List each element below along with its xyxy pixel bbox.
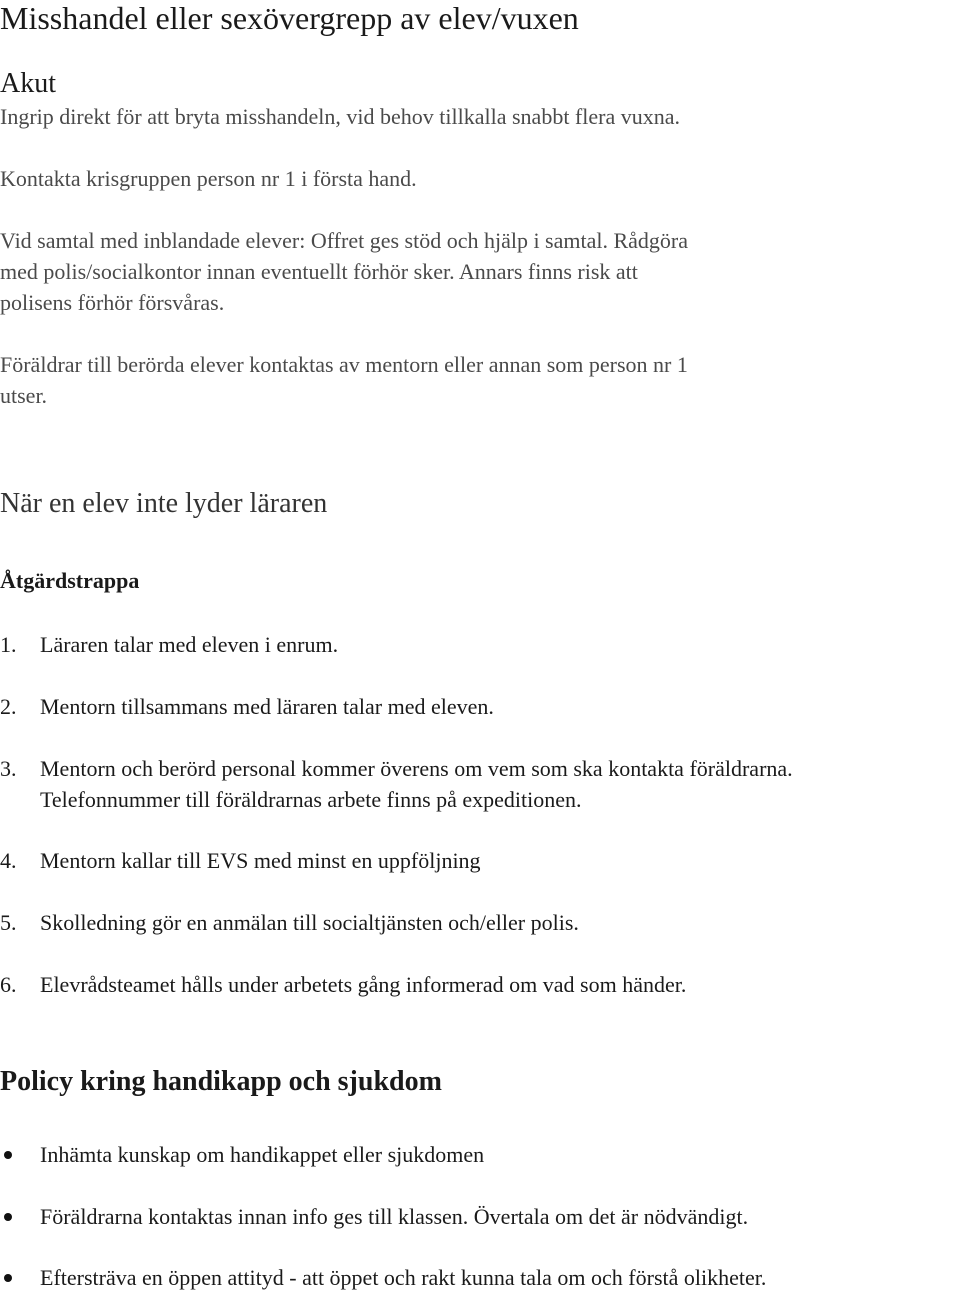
step-number: 6.: [0, 972, 17, 997]
step-number: 3.: [0, 756, 17, 781]
bullet-icon: [4, 1151, 12, 1159]
bullet-text: Inhämta kunskap om handikappet eller sjukdomen: [40, 1142, 485, 1167]
bullet-icon: [4, 1274, 12, 1282]
section-title-policy: Policy kring handikapp och sjukdom: [0, 1066, 442, 1097]
list-item: [0, 846, 481, 876]
bullet-text: Föräldrarna kontaktas innan info ges till klassen. Övertala om det är nödvändigt.: [40, 1204, 749, 1229]
section-title-misshandel: Misshandel eller sexövergrepp av elev/vuxen: [0, 0, 579, 36]
step-text: Läraren talar med eleven i enrum.: [40, 632, 339, 657]
paragraph-line: med polis/socialkontor innan eventuellt förhör sker. Annars finns risk att: [0, 259, 638, 284]
list-item: [0, 1140, 960, 1170]
list-item: [0, 754, 793, 784]
subtitle-atgardstrappa: Åtgärdstrappa: [0, 568, 140, 593]
list-item: [0, 1263, 960, 1293]
step-text: Mentorn tillsammans med läraren talar med eleven.: [40, 694, 494, 719]
paragraph-line: Kontakta krisgruppen person nr 1 i första hand.: [0, 166, 417, 191]
paragraph-line: Ingrip direkt för att bryta misshandeln, vid behov tillkalla snabbt flera vuxna.: [0, 104, 680, 129]
paragraph-line: Vid samtal med inblandade elever: Offret ges stöd och hjälp i samtal. Rådgöra: [0, 228, 689, 253]
list-item: [0, 630, 338, 660]
list-item: [0, 970, 686, 1000]
step-number: 2.: [0, 694, 17, 719]
subtitle-akut: Akut: [0, 68, 56, 99]
section-title-lyder: När en elev inte lyder läraren: [0, 488, 328, 519]
step-text: Mentorn och berörd personal kommer överens om vem som ska kontakta föräldrarna.: [40, 756, 793, 781]
step-text: Elevrådsteamet hålls under arbetets gång informerad om vad som händer.: [40, 972, 687, 997]
paragraph-line: Föräldrar till berörda elever kontaktas av mentorn eller annan som person nr 1: [0, 352, 688, 377]
bullet-text: Eftersträva en öppen attityd - att öppet och rakt kunna tala om och förstå olikheter.: [40, 1265, 767, 1290]
step-number: 1.: [0, 632, 17, 657]
list-item: [0, 785, 582, 815]
step-number: 4.: [0, 848, 17, 873]
step-text: Telefonnummer till föräldrarnas arbete finns på expeditionen.: [40, 787, 582, 812]
list-item: [0, 908, 579, 938]
paragraph-line: polisens förhör försvåras.: [0, 290, 225, 315]
step-text: Skolledning gör en anmälan till socialtjänsten och/eller polis.: [40, 910, 579, 935]
list-item: [0, 692, 494, 722]
step-number: 5.: [0, 910, 17, 935]
list-item: [0, 1202, 960, 1232]
bullet-icon: [4, 1213, 12, 1221]
paragraph-line: utser.: [0, 383, 48, 408]
step-text: Mentorn kallar till EVS med minst en uppföljning: [40, 848, 481, 873]
